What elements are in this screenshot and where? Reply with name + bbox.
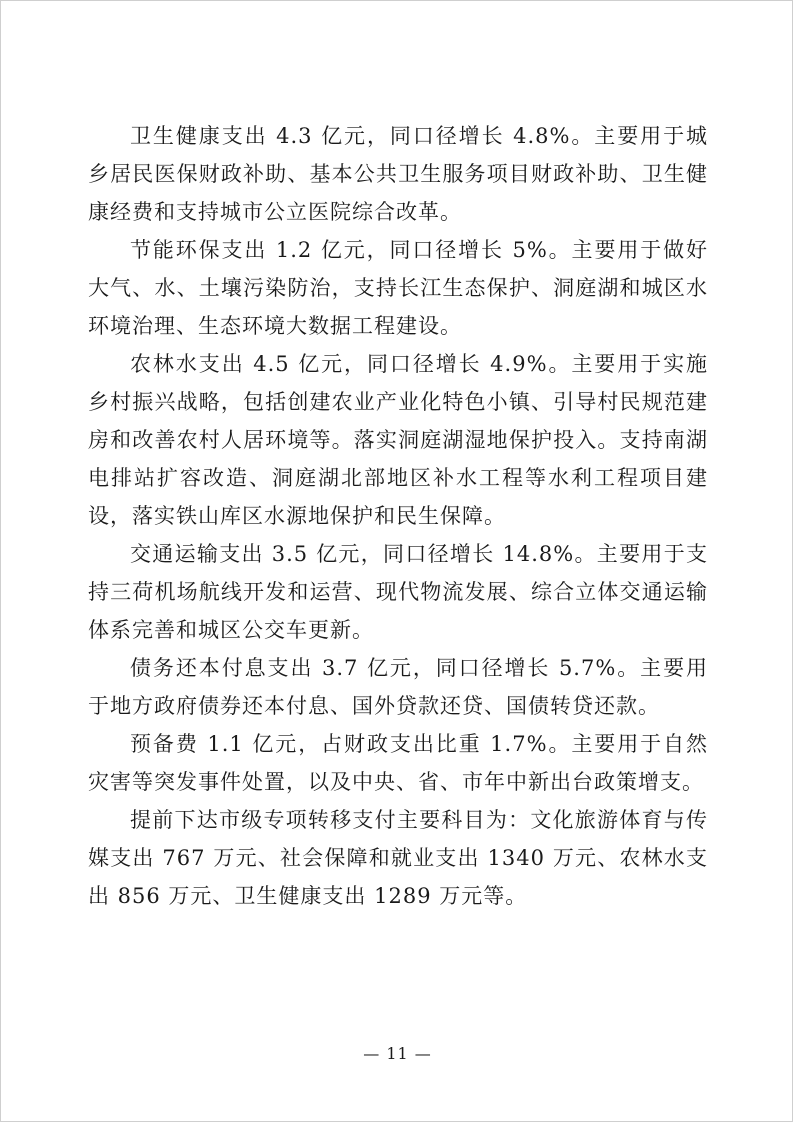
document-body (88, 117, 708, 915)
paragraph-debt-expenditure: 债务还本付息支出 3.7 亿元，同口径增长 5.7%。主要用于地方政府债券还本付息、国外贷款还贷、国债转贷还款。 (88, 656, 708, 718)
paragraph-agriculture-expenditure: 农林水支出 4.5 亿元，同口径增长 4.9%。主要用于实施乡村振兴战略，包括创建农业产业化特色小镇、引导村民规范建房和改善农村人居环境等。落实洞庭湖湿地保护投入。支持南湖电排站扩容改造、洞庭湖北部地区补水工程等水利工程项目建设，落实铁山库区水源地保护和民生保障。 (88, 352, 708, 528)
paragraph-reserve-fund: 预备费 1.1 亿元，占财政支出比重 1.7%。主要用于自然灾害等突发事件处置，以及中央、省、市年中新出台政策增支。 (88, 732, 708, 794)
paragraph-health-expenditure: 卫生健康支出 4.3 亿元，同口径增长 4.8%。主要用于城乡居民医保财政补助、基本公共卫生服务项目财政补助、卫生健康经费和支持城市公立医院综合改革。 (88, 124, 708, 224)
page-number: — 11 — (363, 1044, 432, 1063)
paragraph-transport-expenditure: 交通运输支出 3.5 亿元，同口径增长 14.8%。主要用于支持三荷机场航线开发和运营、现代物流发展、综合立体交通运输体系完善和城区公交车更新。 (88, 542, 708, 642)
paragraph-special-transfer-payments: 提前下达市级专项转移支付主要科目为：文化旅游体育与传媒支出 767 万元、社会保障和就业支出 1340 万元、农林水支出 856 万元、卫生健康支出 1289 万元等。 (88, 808, 708, 908)
paragraph-environmental-expenditure: 节能环保支出 1.2 亿元，同口径增长 5%。主要用于做好大气、水、土壤污染防治，支持长江生态保护、洞庭湖和城区水环境治理、生态环境大数据工程建设。 (88, 238, 708, 338)
